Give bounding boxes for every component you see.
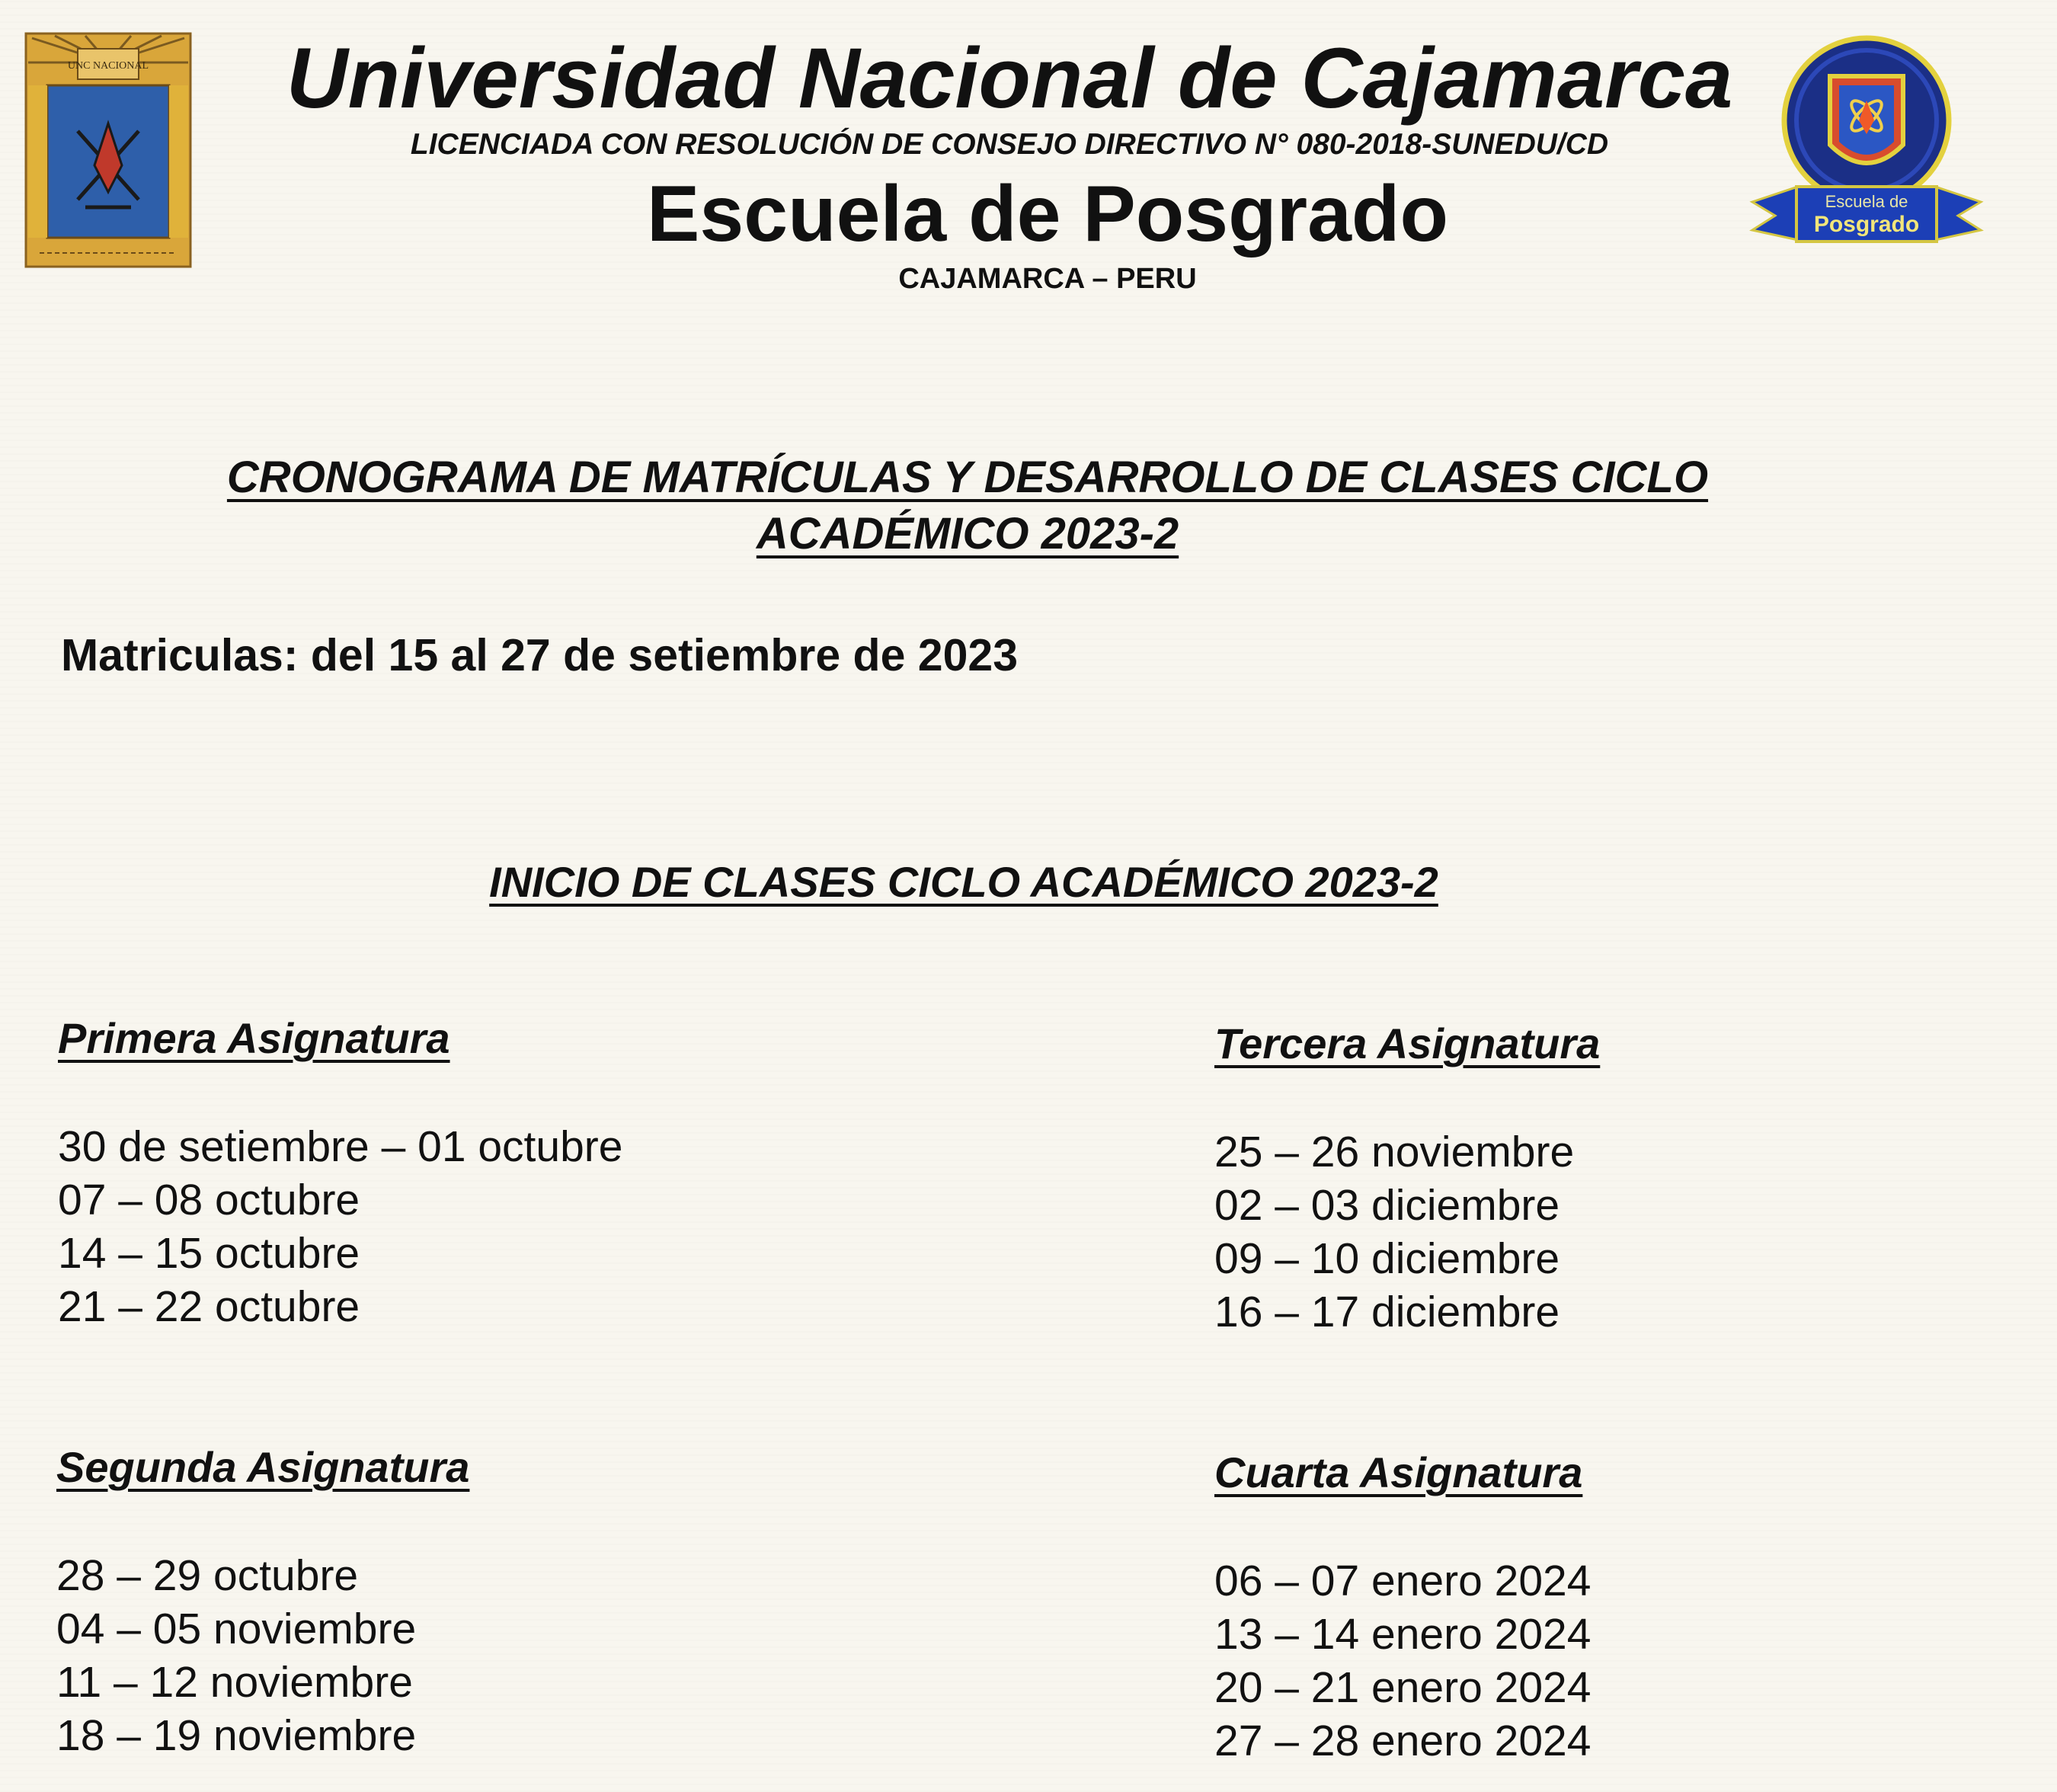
course-date: 20 – 21 enero 2024 <box>1214 1663 1592 1712</box>
course-heading: Cuarta Asignatura <box>1214 1448 1583 1496</box>
course-date: 04 – 05 noviembre <box>56 1605 417 1653</box>
course-date: 28 – 29 octubre <box>56 1551 359 1600</box>
course-date: 11 – 12 noviembre <box>56 1658 413 1707</box>
course-date: 27 – 28 enero 2024 <box>1214 1717 1592 1765</box>
course-heading: Segunda Asignatura <box>56 1443 470 1491</box>
course-block-cuarta <box>1214 1448 1976 1765</box>
course-block-segunda <box>56 1442 818 1760</box>
course-date: 06 – 07 enero 2024 <box>1214 1557 1592 1605</box>
course-date: 18 – 19 noviembre <box>56 1711 417 1760</box>
course-heading: Tercera Asignatura <box>1214 1019 1601 1067</box>
course-date-list <box>56 1549 416 1762</box>
course-heading: Primera Asignatura <box>58 1014 450 1062</box>
course-date-list <box>1214 1125 1574 1339</box>
course-date: 13 – 14 enero 2024 <box>1214 1610 1592 1659</box>
course-date: 25 – 26 noviembre <box>1214 1128 1575 1176</box>
document-title <box>114 450 1821 562</box>
course-block-primera <box>58 1013 820 1331</box>
course-date: 21 – 22 octubre <box>58 1282 360 1331</box>
enrollment-period: Matriculas: del 15 al 27 de setiembre de 2023 <box>61 630 1019 680</box>
document-title-line1: CRONOGRAMA DE MATRÍCULAS Y DESARROLLO DE CLASES CICLO <box>226 453 1709 502</box>
document-title-line2: ACADÉMICO 2023-2 <box>756 509 1179 558</box>
license-line: LICENCIADA CON RESOLUCIÓN DE CONSEJO DIRECTIVO N° 080-2018-SUNEDU/CD <box>410 128 1609 161</box>
course-date-list <box>58 1120 622 1333</box>
classes-start-title <box>0 857 1927 907</box>
emblem-caption-line1: Escuela de <box>1825 192 1908 211</box>
classes-start-title-text: INICIO DE CLASES CICLO ACADÉMICO 2023-2 <box>489 858 1438 906</box>
course-date: 07 – 08 octubre <box>58 1176 360 1224</box>
course-date: 30 de setiembre – 01 octubre <box>58 1122 623 1171</box>
course-block-tercera <box>1214 1019 1976 1336</box>
course-date: 16 – 17 diciembre <box>1214 1288 1560 1336</box>
location-line: CAJAMARCA – PERU <box>898 263 1197 295</box>
course-date: 02 – 03 diciembre <box>1214 1181 1560 1230</box>
university-name: Universidad Nacional de Cajamarca <box>286 30 1733 126</box>
course-date: 09 – 10 diciembre <box>1214 1234 1560 1283</box>
course-date-list <box>1214 1554 1591 1768</box>
emblem-caption-line2: Posgrado <box>1813 212 1920 237</box>
logo-caption: UNC NACIONAL <box>67 60 149 72</box>
course-date: 14 – 15 octubre <box>58 1229 360 1278</box>
school-name: Escuela de Posgrado <box>647 170 1448 258</box>
